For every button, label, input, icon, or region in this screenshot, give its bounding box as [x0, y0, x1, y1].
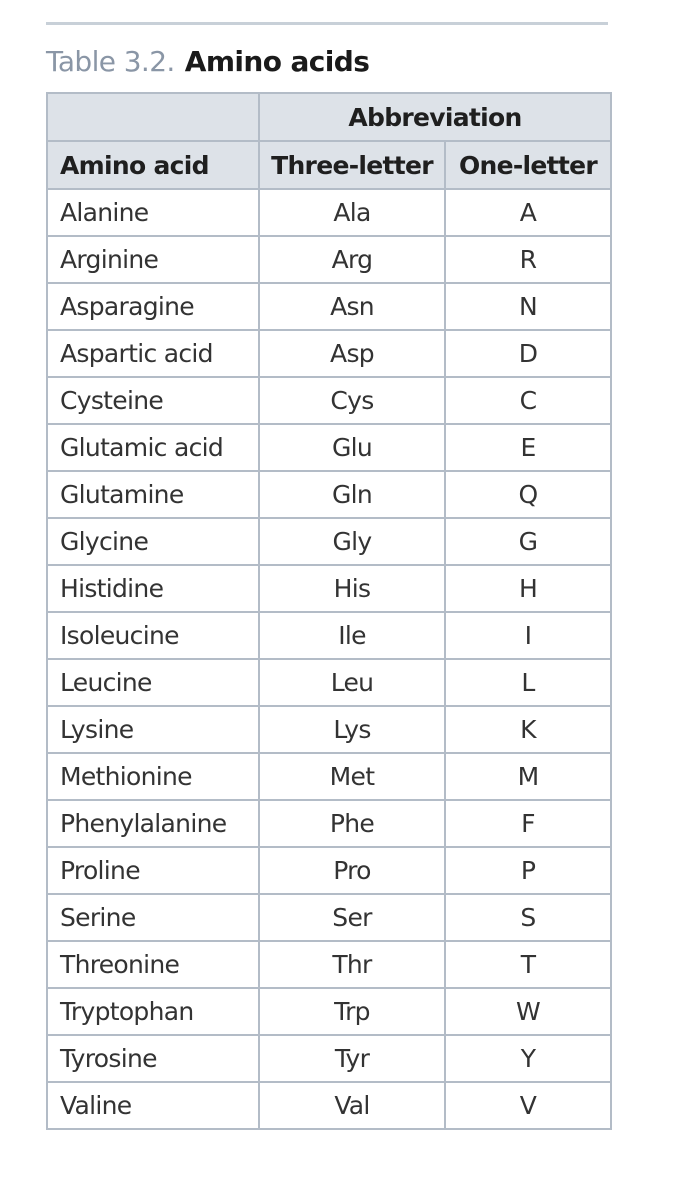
one-letter-code-cell: Y — [445, 1035, 611, 1082]
amino-acid-name-cell: Glycine — [47, 518, 259, 565]
amino-acid-name-cell: Asparagine — [47, 283, 259, 330]
one-letter-code-cell: I — [445, 612, 611, 659]
amino-acid-name-cell: Lysine — [47, 706, 259, 753]
amino-acid-name-cell: Glutamine — [47, 471, 259, 518]
three-letter-code-cell: Glu — [259, 424, 445, 471]
one-letter-code-cell: E — [445, 424, 611, 471]
table-row — [47, 659, 611, 706]
table-caption — [46, 42, 369, 82]
amino-acid-name-cell: Proline — [47, 847, 259, 894]
table-header — [47, 93, 611, 189]
one-letter-code-cell: S — [445, 894, 611, 941]
one-letter-code-cell: P — [445, 847, 611, 894]
table-row — [47, 706, 611, 753]
table-row — [47, 283, 611, 330]
amino-acid-name-cell: Phenylalanine — [47, 800, 259, 847]
table-title: Amino acids — [184, 45, 370, 78]
column-header-three-letter: Three-letter — [259, 141, 445, 189]
table-row — [47, 565, 611, 612]
three-letter-code-cell: Asp — [259, 330, 445, 377]
one-letter-code-cell: D — [445, 330, 611, 377]
amino-acids-table — [46, 92, 612, 1130]
table-row — [47, 189, 611, 236]
table-row — [47, 894, 611, 941]
three-letter-code-cell: Leu — [259, 659, 445, 706]
amino-acid-name-cell: Isoleucine — [47, 612, 259, 659]
three-letter-code-cell: Thr — [259, 941, 445, 988]
one-letter-code-cell: G — [445, 518, 611, 565]
table-row — [47, 753, 611, 800]
amino-acid-name-cell: Arginine — [47, 236, 259, 283]
table-row — [47, 612, 611, 659]
table-row — [47, 518, 611, 565]
one-letter-code-cell: Q — [445, 471, 611, 518]
one-letter-code-cell: C — [445, 377, 611, 424]
amino-acid-name-cell: Glutamic acid — [47, 424, 259, 471]
amino-acid-name-cell: Valine — [47, 1082, 259, 1129]
one-letter-code-cell: T — [445, 941, 611, 988]
one-letter-code-cell: H — [445, 565, 611, 612]
table-row — [47, 800, 611, 847]
table-row — [47, 1035, 611, 1082]
amino-acid-name-cell: Leucine — [47, 659, 259, 706]
three-letter-code-cell: Arg — [259, 236, 445, 283]
table-row — [47, 1082, 611, 1129]
one-letter-code-cell: M — [445, 753, 611, 800]
three-letter-code-cell: Asn — [259, 283, 445, 330]
column-header-one-letter: One-letter — [445, 141, 611, 189]
three-letter-code-cell: Met — [259, 753, 445, 800]
three-letter-code-cell: Val — [259, 1082, 445, 1129]
top-rule — [46, 22, 608, 25]
three-letter-code-cell: Lys — [259, 706, 445, 753]
amino-acid-name-cell: Threonine — [47, 941, 259, 988]
table-number: Table 3.2. — [46, 45, 175, 78]
amino-acid-name-cell: Tryptophan — [47, 988, 259, 1035]
one-letter-code-cell: L — [445, 659, 611, 706]
table-row — [47, 424, 611, 471]
one-letter-code-cell: A — [445, 189, 611, 236]
three-letter-code-cell: Tyr — [259, 1035, 445, 1082]
column-header-row — [47, 141, 611, 189]
three-letter-code-cell: Phe — [259, 800, 445, 847]
one-letter-code-cell: F — [445, 800, 611, 847]
abbreviation-group-header: Abbreviation — [259, 93, 611, 141]
three-letter-code-cell: Pro — [259, 847, 445, 894]
three-letter-code-cell: Ala — [259, 189, 445, 236]
amino-acid-name-cell: Histidine — [47, 565, 259, 612]
table-row — [47, 941, 611, 988]
three-letter-code-cell: Ile — [259, 612, 445, 659]
table-body — [47, 189, 611, 1129]
one-letter-code-cell: W — [445, 988, 611, 1035]
amino-acid-name-cell: Serine — [47, 894, 259, 941]
one-letter-code-cell: K — [445, 706, 611, 753]
amino-acid-name-cell: Alanine — [47, 189, 259, 236]
table-row — [47, 330, 611, 377]
amino-acid-name-cell: Methionine — [47, 753, 259, 800]
three-letter-code-cell: Ser — [259, 894, 445, 941]
three-letter-code-cell: Gly — [259, 518, 445, 565]
three-letter-code-cell: His — [259, 565, 445, 612]
amino-acid-name-cell: Cysteine — [47, 377, 259, 424]
group-header-row — [47, 93, 611, 141]
three-letter-code-cell: Trp — [259, 988, 445, 1035]
amino-acid-name-cell: Tyrosine — [47, 1035, 259, 1082]
column-header-amino-acid: Amino acid — [47, 141, 259, 189]
table-row — [47, 988, 611, 1035]
table-row — [47, 377, 611, 424]
three-letter-code-cell: Gln — [259, 471, 445, 518]
one-letter-code-cell: V — [445, 1082, 611, 1129]
three-letter-code-cell: Cys — [259, 377, 445, 424]
table-row — [47, 847, 611, 894]
table-row — [47, 471, 611, 518]
amino-acid-name-cell: Aspartic acid — [47, 330, 259, 377]
one-letter-code-cell: N — [445, 283, 611, 330]
one-letter-code-cell: R — [445, 236, 611, 283]
table-row — [47, 236, 611, 283]
empty-header-cell — [47, 93, 259, 141]
